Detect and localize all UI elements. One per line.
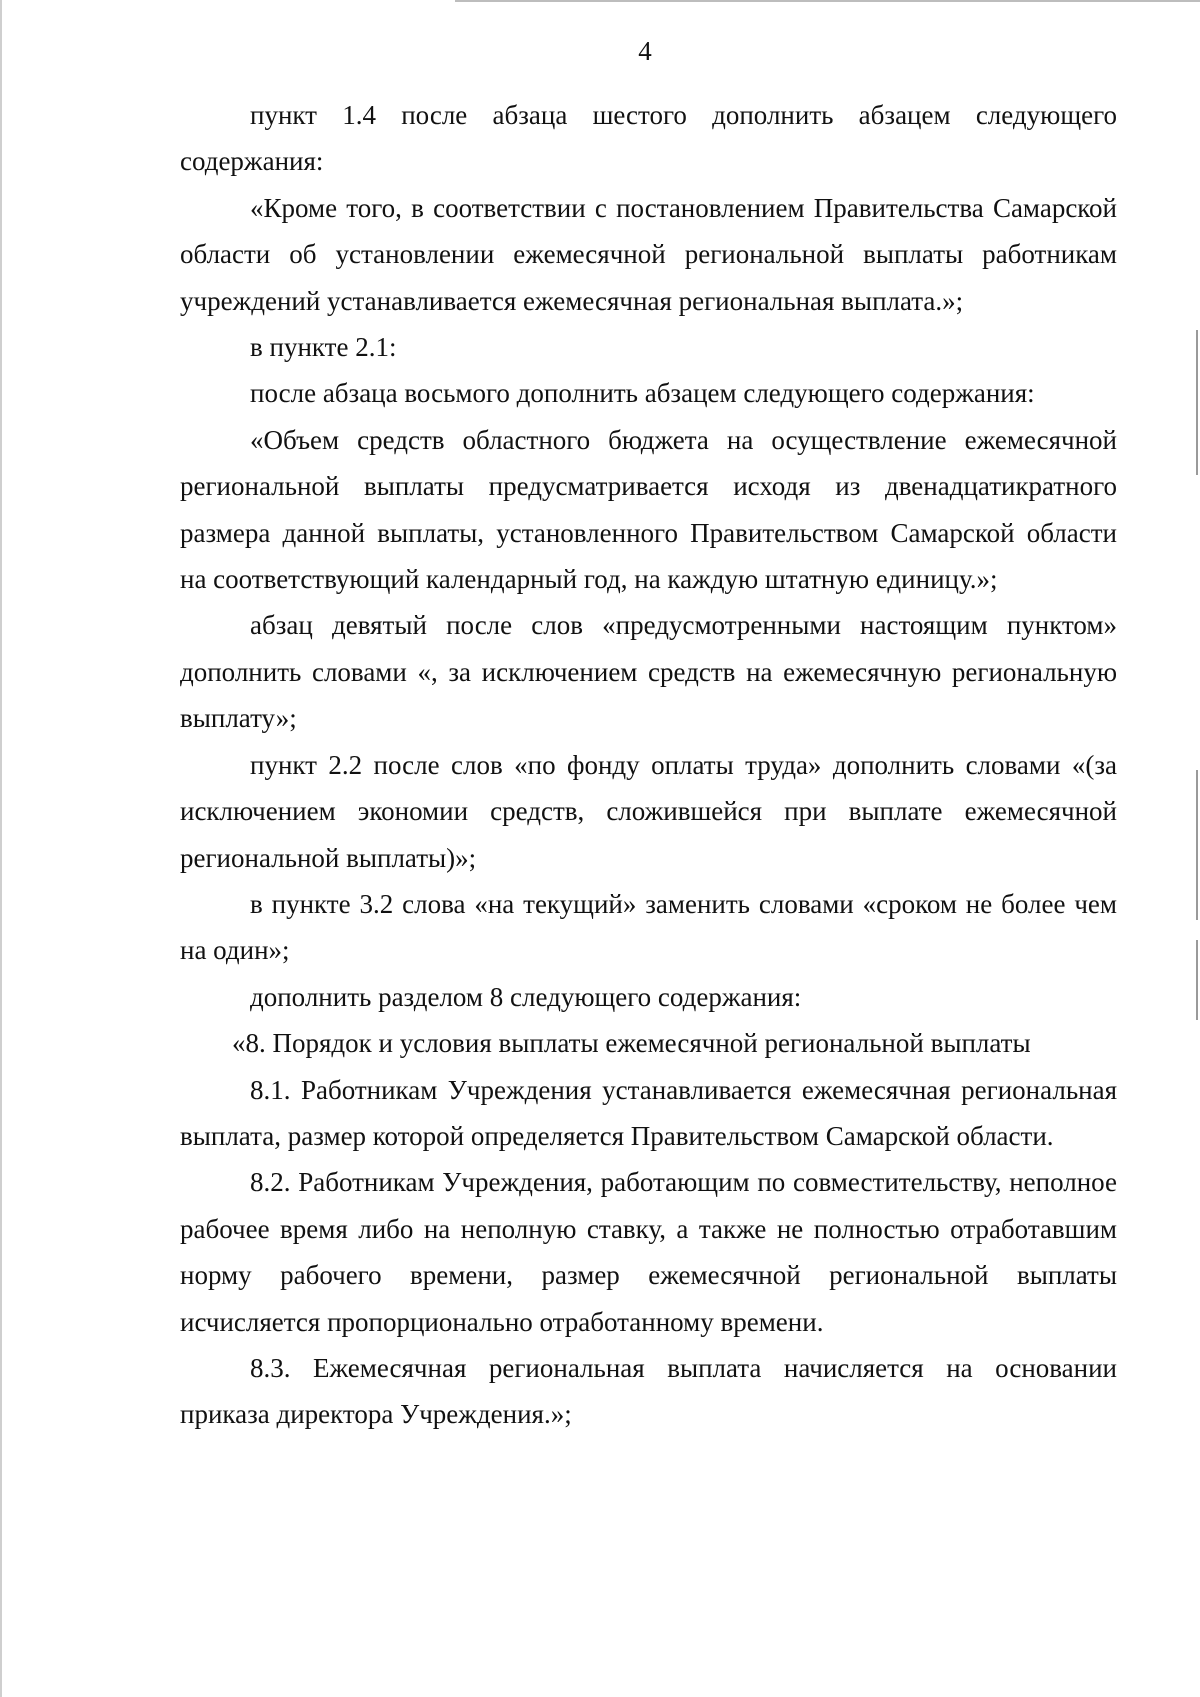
section-8-heading: «8. Порядок и условия выплаты ежемесячной региональной выплаты (232, 1028, 1031, 1059)
scan-right-edge-mark (1196, 770, 1198, 920)
document-body (180, 92, 1117, 1438)
scan-top-edge-line (455, 0, 1200, 2)
paragraph-1: пункт 1.4 после абзаца шестого дополнить абзацем следующего содержания: (180, 100, 1117, 177)
paragraph-3: в пункте 2.1: (250, 332, 397, 363)
paragraph-8: в пункте 3.2 слова «на текущий» заменить словами «сроком не более чем на один»; (180, 888, 1117, 966)
page-number: 4 (638, 36, 652, 66)
paragraph-4: после абзаца восьмого дополнить абзацем следующего содержания: (250, 378, 1035, 409)
paragraph-8-2: 8.2. Работникам Учреждения, работающим по совместительству, неполное рабочее время либо на неполную ставку, а также не полностью отработавшим норму рабочего времени, размер ежемесячной региональной выплаты исчисляется пропорционально отработанному времени. (180, 1167, 1117, 1337)
paragraph-8-1: 8.1. Работникам Учреждения устанавливается ежемесячная региональная выплата, размер которой определяется Правительством Самарской области. (180, 1074, 1117, 1151)
scan-right-edge-mark (1196, 940, 1198, 1020)
paragraph-5: «Объем средств областного бюджета на осуществление ежемесячной региональной выплаты предусматривается исходя из двенадцатикратного размера данной выплаты, установленного Правительством Самарской области на соответствующий календарный год, на каждую штатную единицу.»; (180, 424, 1117, 595)
paragraph-2: «Кроме того, в соответствии с постановлением Правительства Самарской области об установлении ежемесячной региональной выплаты работникам учреждений устанавливается ежемесячная региональная выплата.»; (180, 192, 1117, 316)
scan-right-edge-mark (1196, 330, 1198, 475)
paragraph-6: абзац девятый после слов «предусмотренными настоящим пунктом» дополнить словами «, за исключением средств на ежемесячную региональную выплату»; (180, 610, 1117, 734)
paragraph-7: пункт 2.2 после слов «по фонду оплаты труда» дополнить словами «(за исключением экономии средств, сложившейся при выплате ежемесячной региональной выплаты)»; (180, 749, 1117, 873)
paragraph-8-3: 8.3. Ежемесячная региональная выплата начисляется на основании приказа директора Учреждения.»; (180, 1352, 1117, 1430)
paragraph-9: дополнить разделом 8 следующего содержания: (250, 981, 802, 1012)
scan-left-edge-line (0, 0, 2, 1697)
